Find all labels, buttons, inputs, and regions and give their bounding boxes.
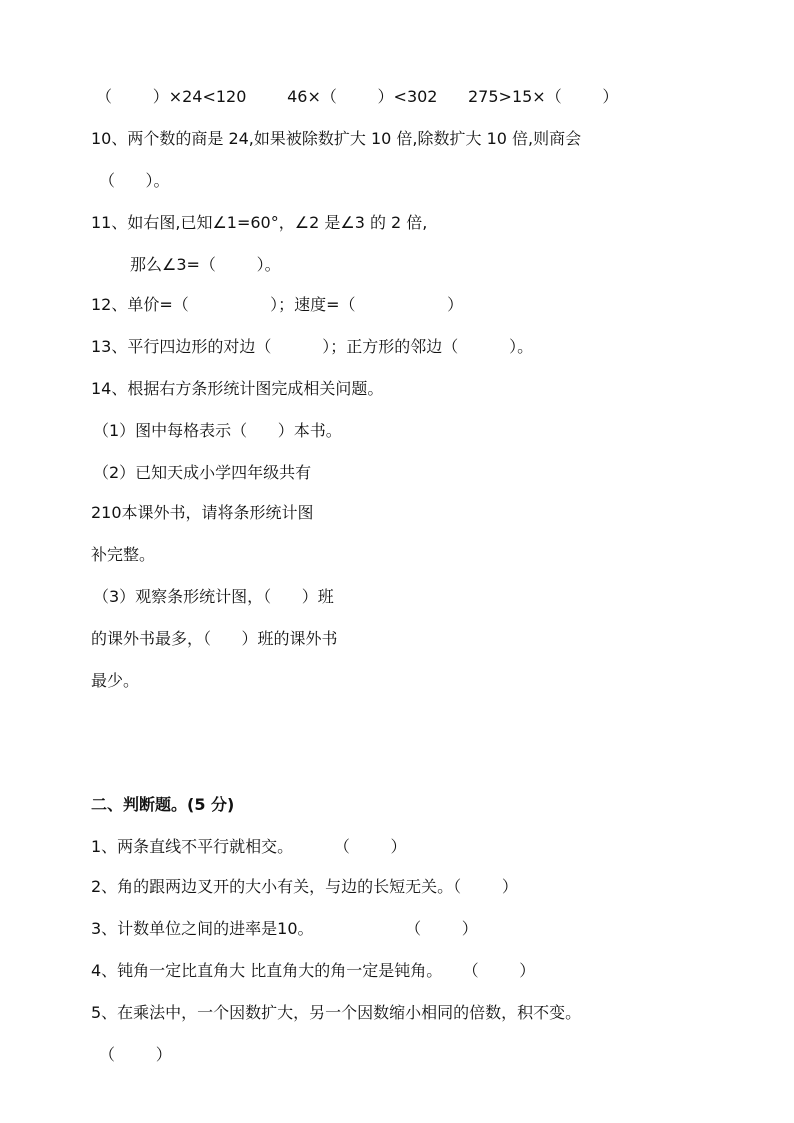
judgment-4: 4、钝角一定比直角大 比直角大的角一定是钝角。 （ ） [91,961,536,980]
judgment-2: 2、角的跟两边叉开的大小有关，与边的长短无关。（ ） [91,877,518,896]
question-14: 14、根据右方条形统计图完成相关问题。 [91,379,384,398]
judgment-5-text: 5、在乘法中，一个因数扩大，另一个因数缩小相同的倍数，积不变。 [91,1003,582,1022]
question-11-text: 11、如右图,已知∠1=60°，∠2 是∠3 的 2 倍, [91,213,428,232]
question-14-part-1: （1）图中每格表示（ ）本书。 [93,421,342,440]
comparison-fill-blanks: （ ）×24<120 46×（ ）<302 275>15×（ ） [96,87,619,106]
question-14-part-3-line-3: 最少。 [91,671,140,690]
question-14-part-2-line-2: 210本课外书，请将条形统计图 [91,503,314,522]
question-14-part-3-line-1: （3）观察条形统计图，（ ）班 [93,587,334,606]
judgment-3: 3、计数单位之间的进率是10。 （ ） [91,919,478,938]
section-2-heading: 二、判断题。(5 分) [91,795,235,814]
question-14-part-2-line-3: 补完整。 [91,545,156,564]
question-11-blank: 那么∠3=（ ）。 [130,255,281,274]
question-10-blank: （ ）。 [99,171,170,190]
question-12: 12、单价=（ ）；速度=（ ） [91,295,464,314]
judgment-1: 1、两条直线不平行就相交。 （ ） [91,837,407,856]
question-14-part-2-line-1: （2）已知天成小学四年级共有 [93,463,312,482]
judgment-5-blank: （ ） [99,1045,172,1064]
question-14-part-3-line-2: 的课外书最多，（ ）班的课外书 [91,629,338,648]
question-13: 13、平行四边形的对边（ ）；正方形的邻边（ ）。 [91,337,534,356]
question-10-text: 10、两个数的商是 24,如果被除数扩大 10 倍,除数扩大 10 倍,则商会 [91,129,582,148]
